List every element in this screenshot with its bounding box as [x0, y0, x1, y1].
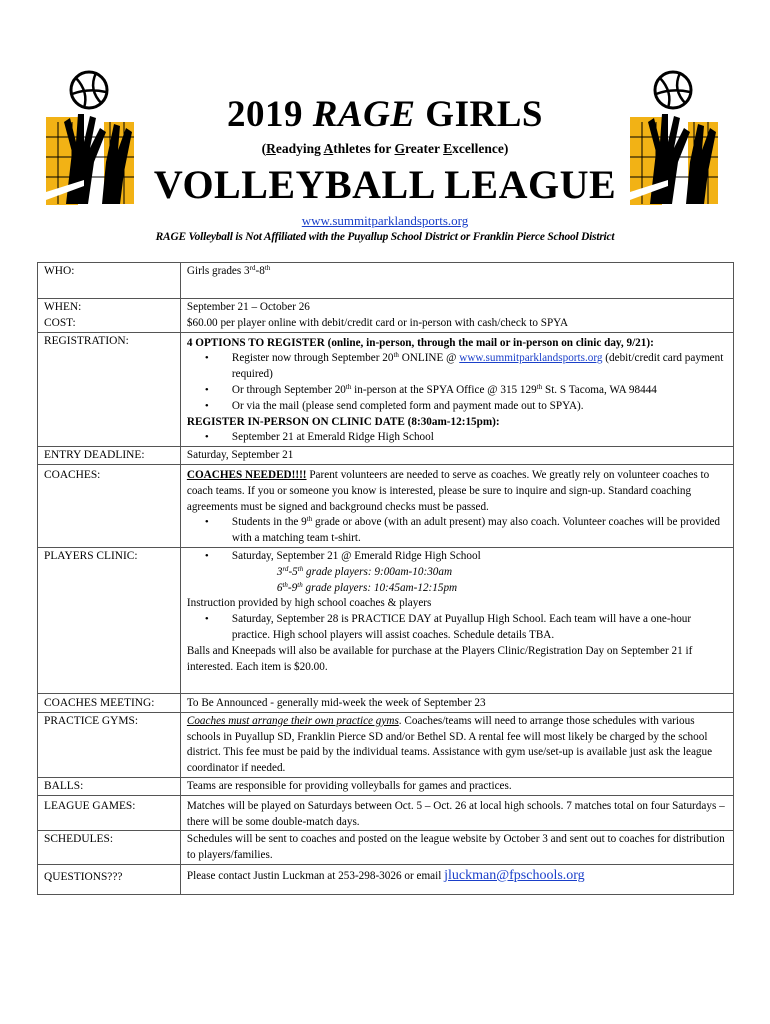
sup: rd	[249, 264, 256, 272]
table-row	[38, 464, 734, 547]
subtitle-text: thletes for	[333, 141, 395, 156]
row-label-coaches: COACHES:	[38, 464, 181, 547]
row-label-games: LEAGUE GAMES:	[38, 795, 181, 831]
reg-text: St. S Tacoma, WA 98444	[542, 383, 657, 396]
sup: th	[297, 580, 303, 589]
subtitle-a: A	[323, 141, 334, 156]
table-row	[38, 795, 734, 831]
reg-text: ONLINE @	[398, 352, 460, 365]
list-item: • September 21 at Emerald Ridge High School	[187, 430, 727, 446]
table-row	[38, 864, 734, 894]
sup: th	[264, 264, 271, 272]
reg-text: Register now through September 20	[231, 352, 394, 365]
coach-text: grade or above (with an adult present) may also coach. Volunteer coaches will be provided with a matching team t-shirt.	[231, 516, 721, 545]
table-row	[38, 693, 734, 712]
row-value-meeting: To Be Announced - generally mid-week the week of September 23	[180, 693, 733, 712]
sup: th	[306, 515, 313, 524]
table-row	[38, 831, 734, 865]
clinic-group-1	[187, 565, 727, 581]
title-rage: RAGE	[312, 94, 416, 135]
clinic-text: grade players: 10:45am-12:15pm	[302, 581, 458, 594]
cost-label: COST:	[44, 316, 76, 329]
registration-heading: 4 OPTIONS TO REGISTER (online, in-person, through the mail or in-person on clinic day, 9/21):	[186, 336, 654, 349]
row-value-coaches	[180, 464, 733, 547]
cost-value: $60.00 per player online with debit/credit card or in-person with cash/check to SPYA	[186, 316, 569, 329]
row-value-registration	[180, 332, 733, 447]
row-value-when	[180, 299, 733, 333]
sup: th	[297, 564, 304, 573]
gyms-text: . Coaches/teams will need to arrange those schedules with various schools in Puyallup SD, Franklin Pierce SD and/or Bethel SD. A rental fee will most likely be charged by the school district. This fee must be paid by the individual teams. Assistance with gym use/set-up is available just ask the league coordinator if needed.	[186, 714, 713, 775]
reg-text: (debit/credit card payment required)	[231, 352, 724, 381]
who-text: -8	[255, 265, 265, 277]
registration-heading-2: REGISTER IN-PERSON ON CLINIC DATE (8:30am-12:15pm):	[186, 415, 500, 428]
email-link[interactable]: jluckman@fpschools.org	[444, 867, 585, 883]
website-link[interactable]: www.summitparklandsports.org	[301, 213, 469, 228]
subtitle-r: R	[266, 141, 276, 156]
who-text: Girls grades 3	[186, 265, 250, 277]
row-value-balls: Teams are responsible for providing volleyballs for games and practices.	[180, 777, 733, 795]
sup: th	[345, 382, 352, 391]
list-item: • Saturday, September 28 is PRACTICE DAY at Puyallup High School. Each team will have a one-hour practice. High school players will assist coaches. Schedule details TBA.	[187, 612, 727, 644]
reg-text: Or through September 20	[231, 383, 346, 396]
clinic-text: 6	[276, 581, 283, 594]
clinic-instruction: Instruction provided by high school coaches & players	[186, 597, 432, 610]
row-value-questions	[180, 864, 733, 894]
row-label-schedules: SCHEDULES:	[38, 831, 181, 865]
sup: th	[536, 382, 543, 391]
subtitle-e: E	[443, 141, 453, 156]
page-header	[0, 92, 770, 245]
row-value-entry: Saturday, September 21	[180, 447, 733, 465]
gyms-emphasis: Coaches must arrange their own practice gyms	[186, 714, 399, 727]
disclaimer: RAGE Volleyball is Not Affiliated with the Puyallup School District or Franklin Pierce School District	[155, 231, 615, 243]
list-item	[187, 351, 727, 383]
list-item: • Saturday, September 21 @ Emerald Ridge High School	[187, 549, 727, 565]
table-row	[38, 332, 734, 447]
table-row	[38, 299, 734, 333]
list-item: • Or via the mail (please send completed form and payment made out to SPYA).	[187, 399, 727, 415]
page-title	[0, 92, 770, 138]
list-item	[187, 383, 727, 399]
row-label-balls: BALLS:	[38, 777, 181, 795]
title-year: 2019	[227, 94, 304, 135]
coach-text: Students in the 9	[231, 516, 307, 529]
row-label-entry: ENTRY DEADLINE:	[38, 447, 181, 465]
row-label-gyms: PRACTICE GYMS:	[38, 712, 181, 777]
coaches-text: Parent volunteers are needed to serve as coaches. We greatly rely on volunteer coaches to coach teams. If you or someone you know is interested, please be sure to inquire and sign-up. Standard coaching agreements must be signed and background checks must be passed.	[186, 468, 710, 513]
row-label-clinic: PLAYERS CLINIC:	[38, 547, 181, 693]
clinic-text: -5	[288, 565, 298, 578]
row-label-registration	[38, 332, 181, 447]
clinic-balls: Balls and Kneepads will also be available for purchase at the Players Clinic/Registration Day on September 21 if interested. Each item is $20.00.	[186, 644, 693, 673]
sup: rd	[282, 564, 289, 573]
clinic-text: 3	[276, 565, 283, 578]
subtitle: (Readying Athletes for Greater Excellence)	[261, 141, 509, 156]
list-item	[187, 515, 727, 547]
table-row	[38, 263, 734, 299]
title-girls: GIRLS	[425, 94, 543, 135]
row-label-when	[38, 299, 181, 333]
when-label: WHEN:	[44, 301, 82, 313]
table-row	[38, 712, 734, 777]
questions-text: Please contact Justin Luckman at 253-298-3026 or email	[186, 869, 445, 882]
subtitle-text: eadying	[275, 141, 324, 156]
row-value-clinic	[180, 547, 733, 693]
subtitle-text: xcellence	[452, 141, 504, 156]
clinic-text: -9	[287, 581, 298, 594]
table-row	[38, 447, 734, 465]
coaches-needed: COACHES NEEDED!!!!	[186, 468, 307, 481]
row-value-schedules: Schedules will be sent to coaches and posted on the league website by October 3 and sent out to coaches for distribution to players/families.	[180, 831, 733, 865]
reg-text: in-person at the SPYA Office @ 315 129	[351, 383, 537, 396]
league-title: VOLLEYBALL LEAGUE	[153, 162, 617, 207]
row-label-questions: QUESTIONS???	[38, 864, 181, 894]
row-label-who: WHO:	[38, 263, 181, 299]
row-value-who	[180, 263, 733, 299]
row-value-gyms	[180, 712, 733, 777]
info-table	[37, 262, 734, 895]
sup: th	[282, 580, 288, 589]
row-value-games: Matches will be played on Saturdays between Oct. 5 – Oct. 26 at local high schools. 7 matches total on four Saturdays – there will be some double-match days.	[180, 795, 733, 831]
sup: th	[393, 351, 399, 360]
when-value: September 21 – October 26	[186, 301, 310, 313]
subtitle-g: G	[394, 141, 406, 156]
row-label-meeting: COACHES MEETING:	[38, 693, 181, 712]
table-row	[38, 777, 734, 795]
subtitle-text: reater	[405, 141, 444, 156]
table-row	[38, 547, 734, 693]
registration-label: REGISTRATION:	[44, 334, 129, 347]
clinic-text: grade players: 9:00am-10:30am	[303, 565, 453, 578]
clinic-group-2	[187, 581, 727, 597]
registration-link[interactable]: www.summitparklandsports.org	[459, 352, 603, 365]
